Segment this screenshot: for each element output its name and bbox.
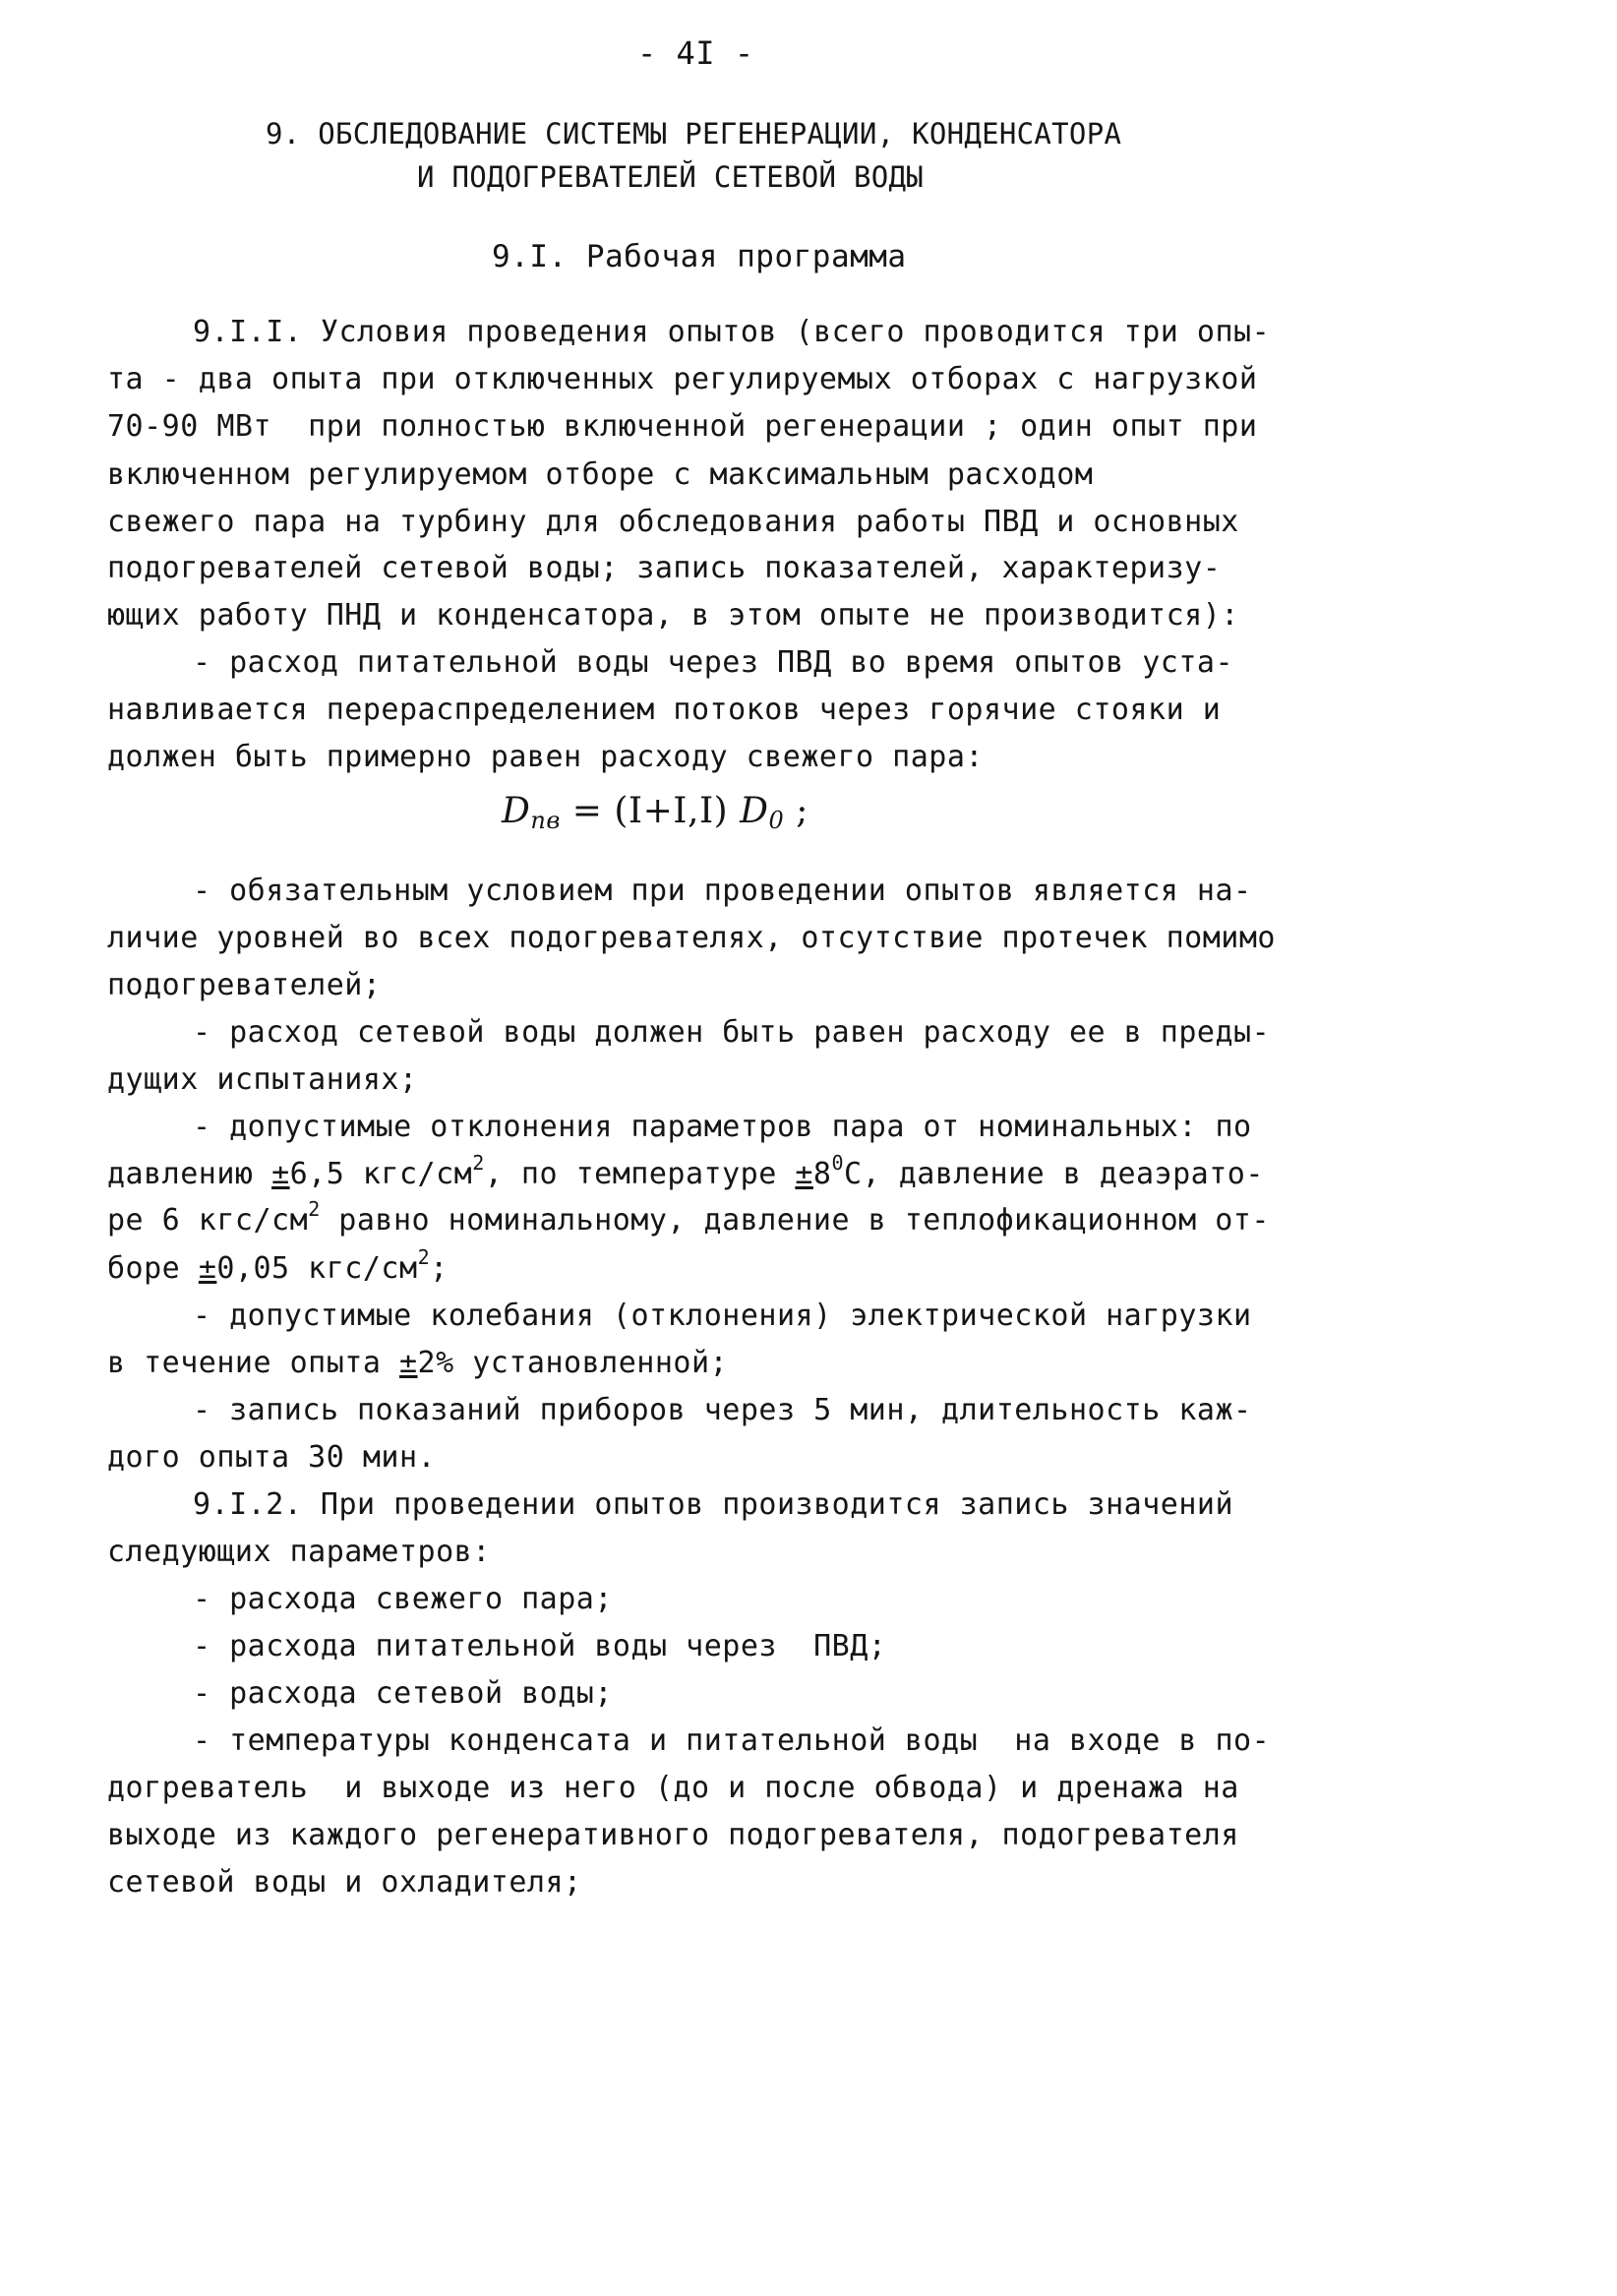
paragraph-line: навливается перераспределением потоков через горячие стояки и [107,693,1222,727]
paragraph-line: - расход питательной воды через ПВД во время опытов уста- [193,645,1234,680]
formula-rhs: D [740,791,769,831]
paragraph-line: подогревателей сетевой воды; запись показателей, характеризу- [107,551,1222,585]
formula-middle: = (I+I,I) [560,791,741,831]
text-segment: ; [430,1251,449,1286]
plus-minus-sign: ± [198,1251,217,1286]
superscript: 2 [472,1151,485,1175]
paragraph-line: включенном регулируемом отборе с максимальным расходом [107,457,1094,492]
paragraph-line: свежего пара на турбину для обследования работы ПВД и основных [107,505,1239,539]
text-segment: , по температуре [484,1157,796,1191]
section-title-line-2: И ПОДОГРЕВАТЕЛЕЙ СЕТЕВОЙ ВОДЫ [417,160,925,194]
text-segment: 0,05 кгс/см [216,1251,418,1286]
paragraph-line [107,1151,1264,1194]
text-segment: 6,5 кгс/см [289,1157,473,1191]
paragraph-line: та - два опыта при отключенных регулируемых отборах с нагрузкой [107,362,1258,396]
page-number: - 4I - [637,34,754,72]
text-segment: в течение опыта [107,1346,399,1380]
paragraph-line: - допустимые колебания (отклонения) электрической нагрузки [193,1299,1252,1333]
section-title-line-1: 9. ОБСЛЕДОВАНИЕ СИСТЕМЫ РЕГЕНЕРАЦИИ, КОНДЕНСАТОРА [266,117,1122,151]
paragraph-line [107,1344,728,1383]
paragraph-line: - расхода питательной воды через ПВД; [193,1629,887,1663]
paragraph-line: догреватель и выходе из него (до и после обвода) и дренажа на [107,1771,1239,1805]
paragraph-line: - обязательным условием при проведении опытов является на- [193,874,1252,908]
paragraph-line: 9.I.I. Условия проведения опытов (всего проводится три опы- [193,315,1271,349]
text-segment: боре [107,1251,199,1286]
text-segment: 2% установленной; [417,1346,729,1380]
text-segment: равно номинальному, давление в теплофикационном от- [320,1203,1270,1238]
paragraph-line: сетевой воды и охладителя; [107,1865,582,1900]
paragraph-line: - расхода сетевой воды; [193,1676,613,1711]
paragraph-line: должен быть примерно равен расходу свежего пара: [107,740,984,774]
superscript: 2 [417,1245,431,1269]
paragraph-line: - расход сетевой воды должен быть равен расходу ее в преды- [193,1015,1271,1050]
text-segment: давлению [107,1157,272,1191]
paragraph-line: 9.I.2. При проведении опытов производится запись значений [193,1487,1234,1522]
superscript: 0 [831,1151,845,1175]
paragraph-line [107,1245,449,1289]
paragraph-line: 70-90 МВт при полностью включенной регенерации ; один опыт при [107,409,1258,444]
text-segment: С, давление в деаэрато- [844,1157,1264,1191]
paragraph-line: - температуры конденсата и питательной воды на входе в по- [193,1723,1271,1758]
paragraph-line: - расхода свежего пара; [193,1582,613,1616]
feedwater-flow-formula [502,792,808,840]
plus-minus-sign: ± [271,1157,290,1191]
paragraph-line [107,1197,1270,1240]
paragraph-line: следующих параметров: [107,1535,491,1569]
plus-minus-sign: ± [398,1346,418,1380]
paragraph-line: подогревателей; [107,968,382,1002]
formula-lhs-subscript: пв [530,807,561,834]
text-segment: 8 [812,1157,832,1191]
superscript: 2 [308,1197,321,1221]
subsection-title: 9.I. Рабочая программа [492,239,907,274]
formula-rhs-subscript: 0 [768,807,785,834]
paragraph-line: - допустимые отклонения параметров пара от номинальных: по [193,1110,1252,1144]
paragraph-line: выходе из каждого регенеративного подогревателя, подогревателя [107,1818,1239,1852]
plus-minus-sign: ± [795,1157,813,1191]
paragraph-line: дущих испытаниях; [107,1062,418,1097]
text-segment: ре 6 кгс/см [107,1203,309,1238]
paragraph-line: - запись показаний приборов через 5 мин, длительность каж- [193,1393,1252,1427]
paragraph-line: ющих работу ПНД и конденсатора, в этом опыте не производится): [107,598,1239,633]
formula-lhs: D [502,791,531,831]
formula-tail: ; [784,791,808,831]
paragraph-line: дого опыта 30 мин. [107,1440,437,1475]
paragraph-line: личие уровней во всех подогревателях, отсутствие протечек помимо [107,921,1276,955]
